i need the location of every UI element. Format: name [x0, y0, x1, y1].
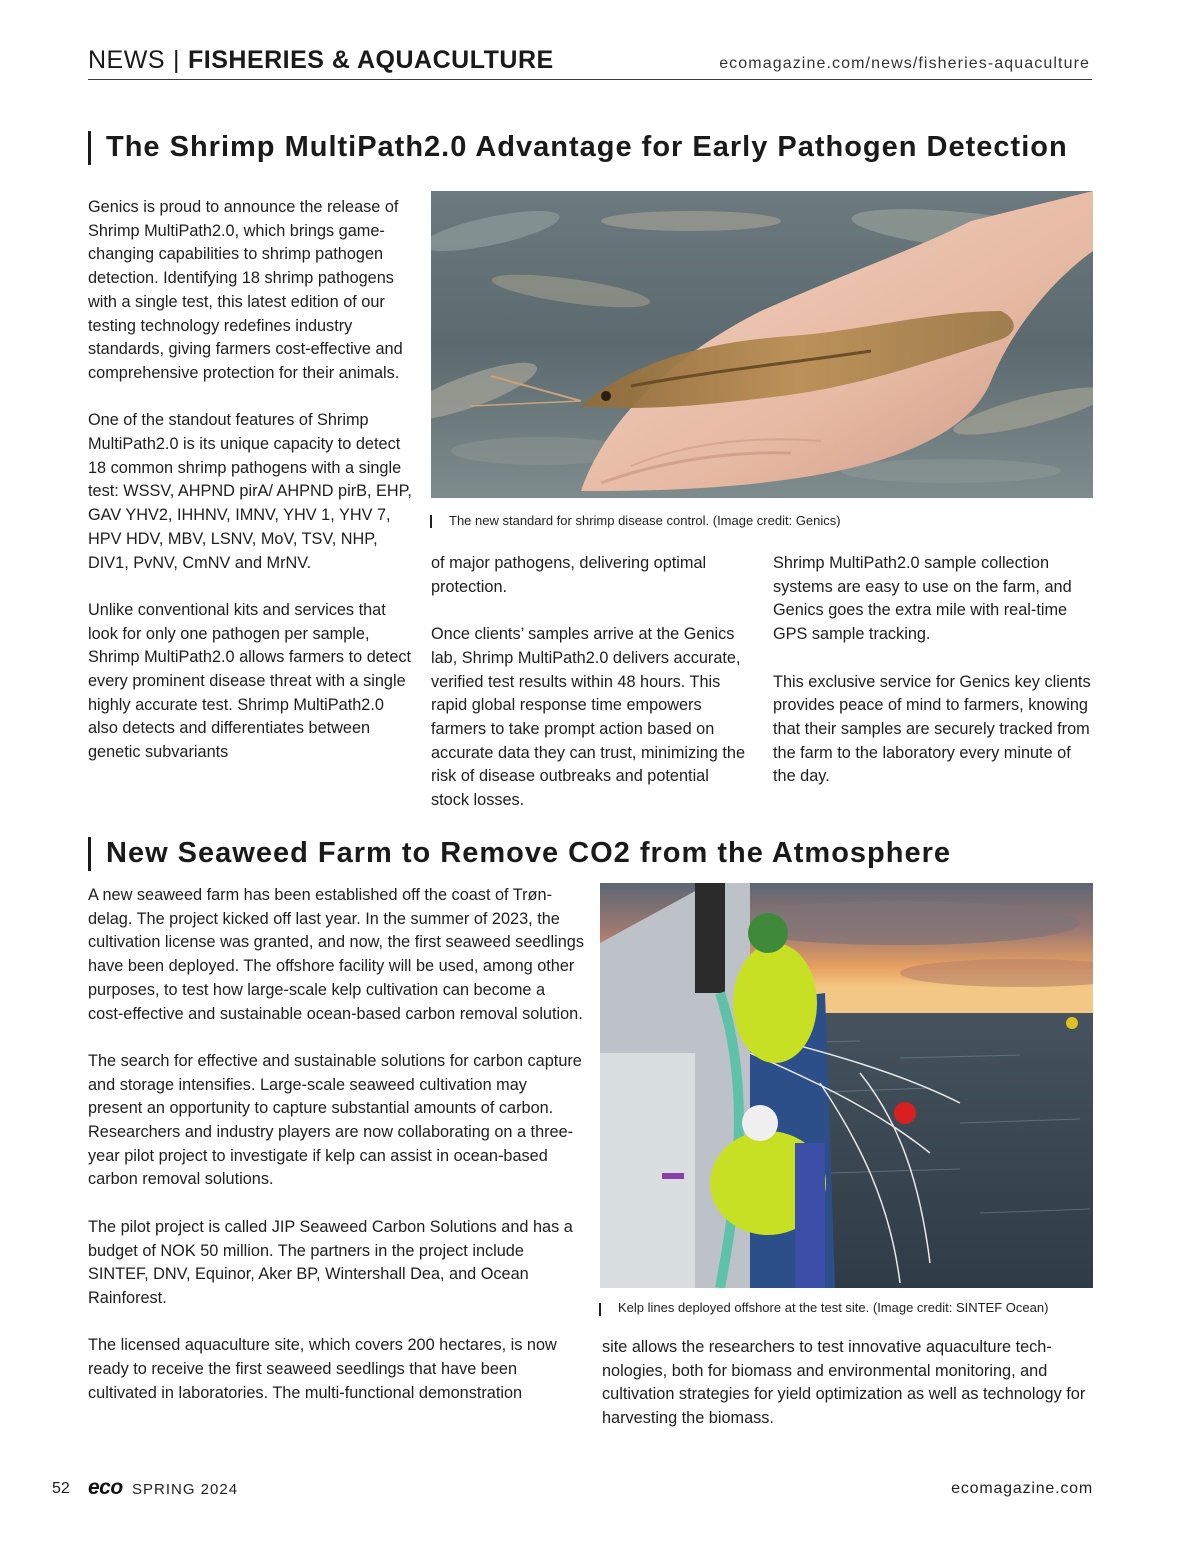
body-paragraph: site allows the researchers to test innovative aquaculture technologies, both for biomass and environmental monitoring, and cultivation strategies for yield optimization as well as technology for harvesting the biomass.	[602, 1338, 1086, 1428]
section-header	[88, 46, 554, 75]
issue-label: SPRING 2024	[132, 1481, 239, 1498]
body-paragraph: The licensed aquaculture site, which covers 200 hectares, is now ready to receive the first seaweed seedlings that have been cultivated in laboratories. The multi-functional demonstration	[88, 1336, 557, 1402]
body-paragraph: A new seaweed farm has been established off the coast of Trøndelag. The project kicked off last year. In the summer of 2023, the cultivation license was granted, and now, the first seaweed seedlings have been deployed. The offshore facility will be used, among other purposes, to test how large-scale kelp cultivation can become a cost-effective and sustainable ocean-based carbon removal solution.	[88, 886, 584, 1023]
title-accent-bar	[88, 131, 91, 165]
article1-column-2	[431, 552, 751, 813]
article1-column-3	[773, 552, 1095, 789]
article2-column-1	[88, 884, 584, 1405]
article1-image-caption: The new standard for shrimp disease control. (Image credit: Genics)	[449, 513, 841, 528]
body-paragraph: Unlike conventional kits and services that look for only one pathogen per sample, Shrimp MultiPath2.0 allows farmers to detect every prominent disease threat with a single highly accurate test. Shrimp MultiPath2.0 also detects and differentiates between genetic subvariants	[88, 600, 412, 762]
news-label: NEWS	[88, 46, 165, 74]
article2-image-caption: Kelp lines deployed offshore at the test site. (Image credit: SINTEF Ocean)	[618, 1300, 1049, 1315]
eco-logo: eco	[88, 1476, 123, 1499]
body-paragraph: The pilot project is called JIP Seaweed Carbon Solutions and has a budget of NOK 50 million. The partners in the project include SINTEF, DNV, Equinor, Aker BP, Wintershall Dea, and Ocean Rainforest.	[88, 1217, 573, 1307]
article1-column-1	[88, 196, 414, 765]
article1-title: The Shrimp MultiPath2.0 Advantage for Early Pathogen Detection	[106, 131, 1068, 163]
seaweed-farm-photo	[600, 883, 1093, 1288]
article2-title: New Seaweed Farm to Remove CO2 from the Atmosphere	[106, 837, 952, 869]
header-divider	[88, 79, 1092, 80]
body-paragraph: The search for effective and sustainable solutions for carbon capture and storage intensifies. Large-scale seaweed cultivation may present an opportunity to capture substantial amounts of carbon. Researchers and industry players are now collaborating on a three-year pilot project to investigate if kelp can assist in ocean-based carbon removal solutions.	[88, 1051, 582, 1189]
page-number: 52	[52, 1480, 70, 1497]
header-url[interactable]: ecomagazine.com/news/fisheries-aquaculture	[719, 55, 1090, 72]
body-paragraph: Once clients’ samples arrive at the Genics lab, Shrimp MultiPath2.0 delivers accurate, verified test results within 48 hours. This rapid global response time empowers farmers to take prompt action based on accurate data they can trust, minimizing the risk of disease outbreaks and potential stock losses.	[431, 625, 746, 810]
footer-url[interactable]: ecomagazine.com	[951, 1480, 1093, 1497]
caption-bar	[599, 1303, 601, 1316]
body-paragraph: Genics is proud to announce the release of Shrimp MultiPath2.0, which brings game-changing capabilities to shrimp pathogen detection. Identifying 18 shrimp pathogens with a single test, this latest edition of our testing technology redefines industry standards, giving farmers cost-effective and comprehensive protection for their animals.	[88, 198, 403, 382]
title-accent-bar	[88, 837, 91, 871]
body-paragraph: of major pathogens, delivering optimal protection.	[431, 554, 707, 596]
header-separator: |	[173, 46, 180, 74]
body-paragraph: This exclusive service for Genics key clients provides peace of mind to farmers, knowing that their samples are securely tracked from the farm to the laboratory every minute of the day.	[773, 672, 1091, 786]
shrimp-photo	[431, 191, 1093, 498]
section-label: FISHERIES & AQUACULTURE	[188, 46, 554, 74]
article2-column-2	[602, 1336, 1096, 1431]
caption-bar	[430, 515, 432, 528]
body-paragraph: One of the standout features of Shrimp MultiPath2.0 is its unique capacity to detect 18 common shrimp pathogens with a single test: WSSV, AHPND pirA/ AHPND pirB, EHP, GAV YHV2, IHHNV, IMNV, YHV 1, YHV 7, HPV HDV, MBV, LSNV, MoV, TSV, NHP, DIV1, PvNV, CmNV and MrNV.	[88, 411, 412, 572]
body-paragraph: Shrimp MultiPath2.0 sample collection systems are easy to use on the farm, and Genics goes the extra mile with real-time GPS sample tracking.	[773, 554, 1072, 644]
